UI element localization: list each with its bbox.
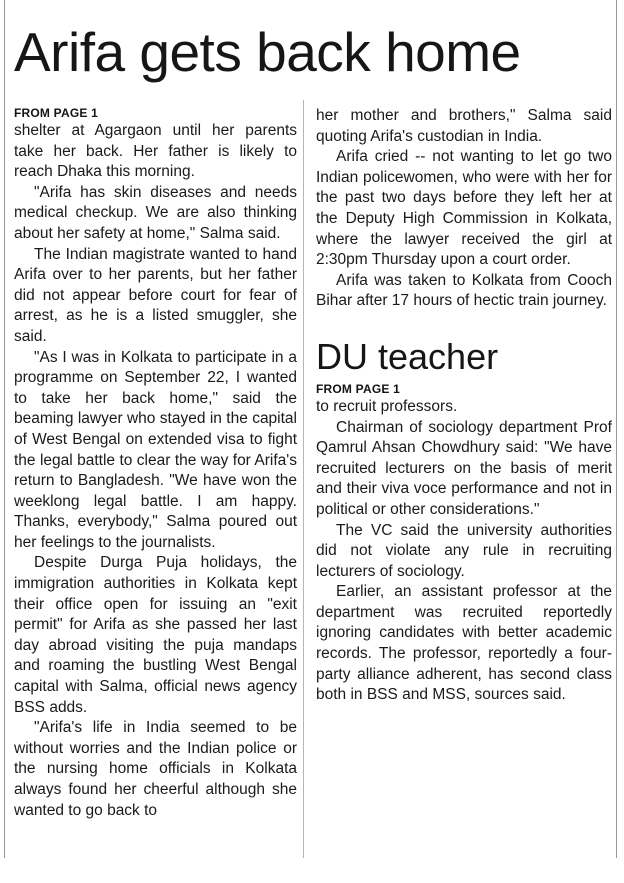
right-column [316, 106, 612, 706]
second-article-kicker: FROM PAGE 1 [316, 381, 400, 396]
left-column [14, 106, 297, 821]
article-paragraph: "Arifa's life in India seemed to be without worries and the Indian police or the nursing home officials in Kolkata always found her cheerful although she wanted to go back to [14, 719, 297, 819]
article-paragraph: Arifa cried -- not wanting to let go two Indian policewomen, who were with her for the past two days before they left her at the Deputy High Commission in Kolkata, where the lawyer received the girl at 2:30pm Thursday upon a court order. [316, 148, 612, 269]
article-paragraph: Chairman of sociology department Prof Qamrul Ahsan Chowdhury said: "We have recruited lecturers on the basis of merit and their viva voce performance and not in political or other considerations." [316, 418, 612, 518]
article-paragraph: Earlier, an assistant professor at the department was recruited reportedly ignoring candidates with better academic records. The professor, reportedly a four-party alliance adherent, has second class both in BSS and MSS, sources said. [316, 583, 612, 704]
article-paragraph: her mother and brothers," Salma said quoting Arifa's custodian in India. [316, 107, 612, 145]
article-paragraph: "As I was in Kolkata to participate in a programme on September 22, I wanted to take her back home," said the beaming lawyer who stayed in the capital of West Bengal on extended visa to fight the legal battle to clear the way for Arifa's return to Bangladesh. "We have won the weeklong legal battle. I am happy. Thanks, everybody," Salma poured out her feelings to the journalists. [14, 348, 297, 551]
article-paragraph: to recruit professors. [316, 397, 458, 415]
article-paragraph: The Indian magistrate wanted to hand Arifa over to her parents, but her father did not appear before court for fear of arrest, as he is a listed smuggler, she said. [14, 245, 297, 345]
article-kicker: FROM PAGE 1 [14, 106, 98, 120]
right-border-rule [616, 0, 617, 858]
column-divider [303, 100, 304, 858]
article-paragraph: Despite Durga Puja holidays, the immigration authorities in Kolkata kept their office open for issuing an "exit permit" for Arifa as she passed her last day abroad visiting the puja mandaps and roaming the bustling West Bengal capital with Salma, official news agency BSS adds. [14, 554, 297, 716]
left-border-rule [4, 0, 5, 858]
article-paragraph: The VC said the university authorities did not violate any rule in recruiting lecturers of sociology. [316, 521, 612, 580]
article-paragraph: "Arifa has skin diseases and needs medical checkup. We are also thinking about her safety at home," Salma said. [14, 183, 297, 242]
second-article-headline: DU teacher [316, 335, 499, 377]
article-paragraph: Arifa was taken to Kolkata from Cooch Bihar after 17 hours of hectic train journey. [316, 271, 612, 310]
article-headline: Arifa gets back home [14, 21, 521, 83]
article-paragraph: shelter at Agargaon until her parents take her back. Her father is likely to reach Dhaka this morning. [14, 122, 297, 181]
